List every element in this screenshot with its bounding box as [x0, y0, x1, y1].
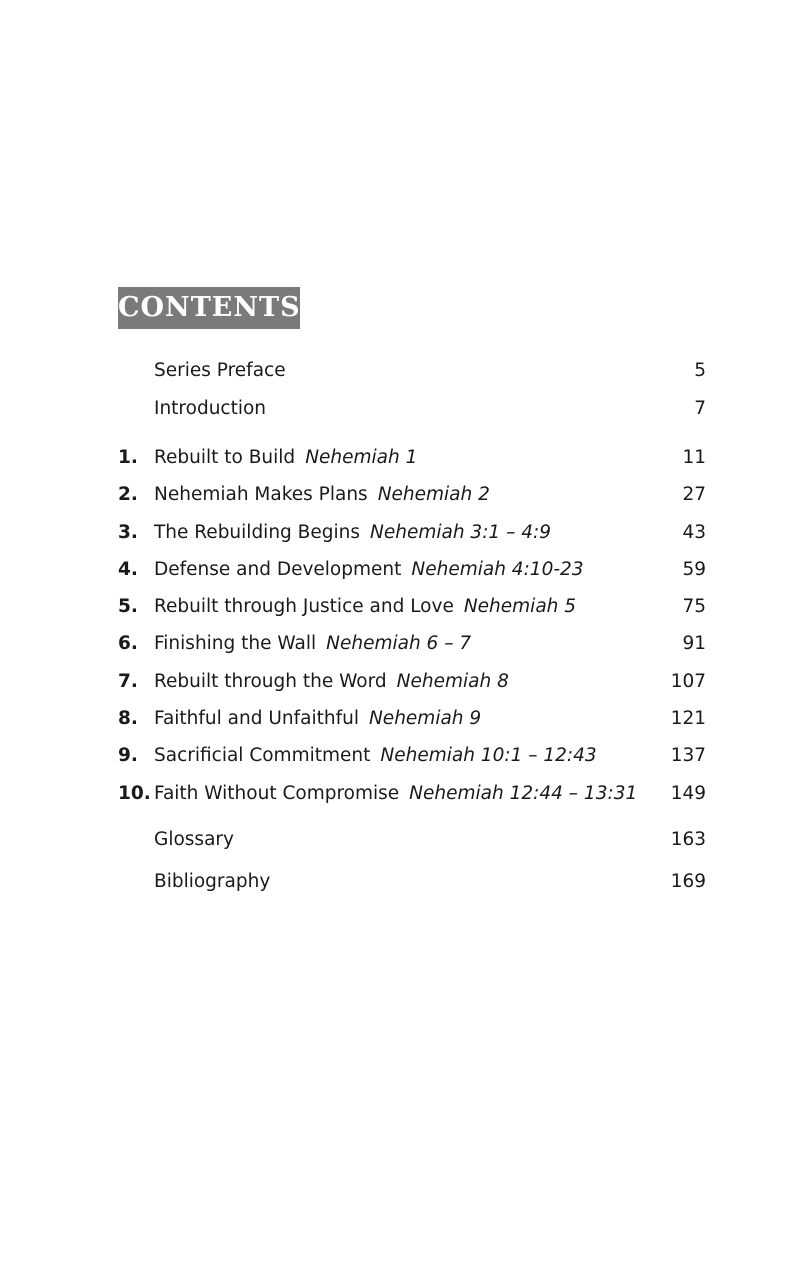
chapter-number: 4.	[118, 559, 138, 580]
chapter-title-line	[154, 705, 481, 733]
chapter-title: Faithful and Unfaithful	[154, 708, 359, 729]
chapter-title-line	[154, 556, 584, 584]
chapter-page: 27	[682, 484, 706, 505]
chapter-reference: Nehemiah 10:1 – 12:43	[380, 745, 597, 766]
chapter-title-line	[154, 593, 576, 621]
chapter-reference: Nehemiah 9	[368, 708, 482, 729]
toc-entry-glossary[interactable]	[118, 826, 706, 854]
toc-chapter-10[interactable]	[118, 780, 706, 808]
chapter-reference: Nehemiah 3:1 – 4:9	[370, 522, 551, 543]
chapter-title-line	[154, 481, 490, 509]
chapter-title-line	[154, 742, 597, 770]
chapter-page: 107	[670, 671, 706, 692]
toc-entry-page: 7	[694, 398, 706, 419]
toc-chapter-5[interactable]	[118, 593, 706, 621]
chapter-number: 10.	[118, 783, 151, 804]
toc-chapter-9[interactable]	[118, 742, 706, 770]
toc-entry-title: Glossary	[154, 829, 234, 850]
chapter-page: 149	[670, 783, 706, 804]
chapter-number: 5.	[118, 596, 138, 617]
chapter-number: 6.	[118, 633, 138, 654]
chapter-reference: Nehemiah 12:44 – 13:31	[409, 783, 638, 804]
chapter-page: 43	[682, 522, 706, 543]
chapter-page: 137	[670, 745, 706, 766]
toc-chapter-3[interactable]	[118, 519, 706, 547]
chapter-title: Rebuilt to Build	[154, 447, 296, 468]
chapter-number: 3.	[118, 522, 138, 543]
chapter-title-line	[154, 780, 637, 808]
chapter-title: Defense and Development	[154, 559, 402, 580]
toc-chapter-1[interactable]	[118, 444, 706, 472]
chapter-page: 121	[670, 708, 706, 729]
toc-entry-title: Introduction	[154, 398, 267, 419]
chapter-page: 59	[682, 559, 706, 580]
chapter-title-line	[154, 444, 417, 472]
toc-entry-page: 169	[670, 871, 706, 892]
chapter-reference: Nehemiah 2	[377, 484, 490, 505]
chapter-title: Rebuilt through Justice and Love	[154, 596, 454, 617]
toc-entry-bibliography[interactable]	[118, 868, 706, 896]
toc-entry-page: 163	[670, 829, 706, 850]
chapter-title: Faith Without Compromise	[154, 783, 400, 804]
chapter-number: 2.	[118, 484, 138, 505]
chapter-number: 9.	[118, 745, 138, 766]
chapter-reference: Nehemiah 1	[305, 447, 418, 468]
toc-chapter-2[interactable]	[118, 481, 706, 509]
toc-chapter-6[interactable]	[118, 630, 706, 658]
contents-heading: CONTENTS	[118, 287, 300, 329]
chapter-title-line	[154, 630, 471, 658]
chapter-reference: Nehemiah 6 – 7	[326, 633, 472, 654]
chapter-title: Nehemiah Makes Plans	[154, 484, 368, 505]
toc-entry-series-preface[interactable]	[118, 357, 706, 385]
toc-chapter-4[interactable]	[118, 556, 706, 584]
chapter-title-line	[154, 668, 509, 696]
toc-chapter-7[interactable]	[118, 668, 706, 696]
chapter-number: 1.	[118, 447, 138, 468]
toc-entry-title: Series Preface	[154, 360, 286, 381]
chapter-title: The Rebuilding Begins	[154, 522, 360, 543]
chapter-number: 8.	[118, 708, 138, 729]
chapter-page: 11	[682, 447, 706, 468]
chapter-page: 75	[682, 596, 706, 617]
toc-entry-introduction[interactable]	[118, 395, 706, 423]
toc-chapter-8[interactable]	[118, 705, 706, 733]
chapter-title: Finishing the Wall	[154, 633, 317, 654]
chapter-page: 91	[682, 633, 706, 654]
chapter-reference: Nehemiah 8	[396, 671, 509, 692]
chapter-reference: Nehemiah 5	[463, 596, 577, 617]
chapter-title-line	[154, 519, 551, 547]
toc-entry-title: Bibliography	[154, 871, 271, 892]
chapter-reference: Nehemiah 4:10-23	[411, 559, 584, 580]
toc-entry-page: 5	[694, 360, 706, 381]
chapter-title: Sacrificial Commitment	[154, 745, 371, 766]
chapter-title: Rebuilt through the Word	[154, 671, 387, 692]
chapter-number: 7.	[118, 671, 138, 692]
